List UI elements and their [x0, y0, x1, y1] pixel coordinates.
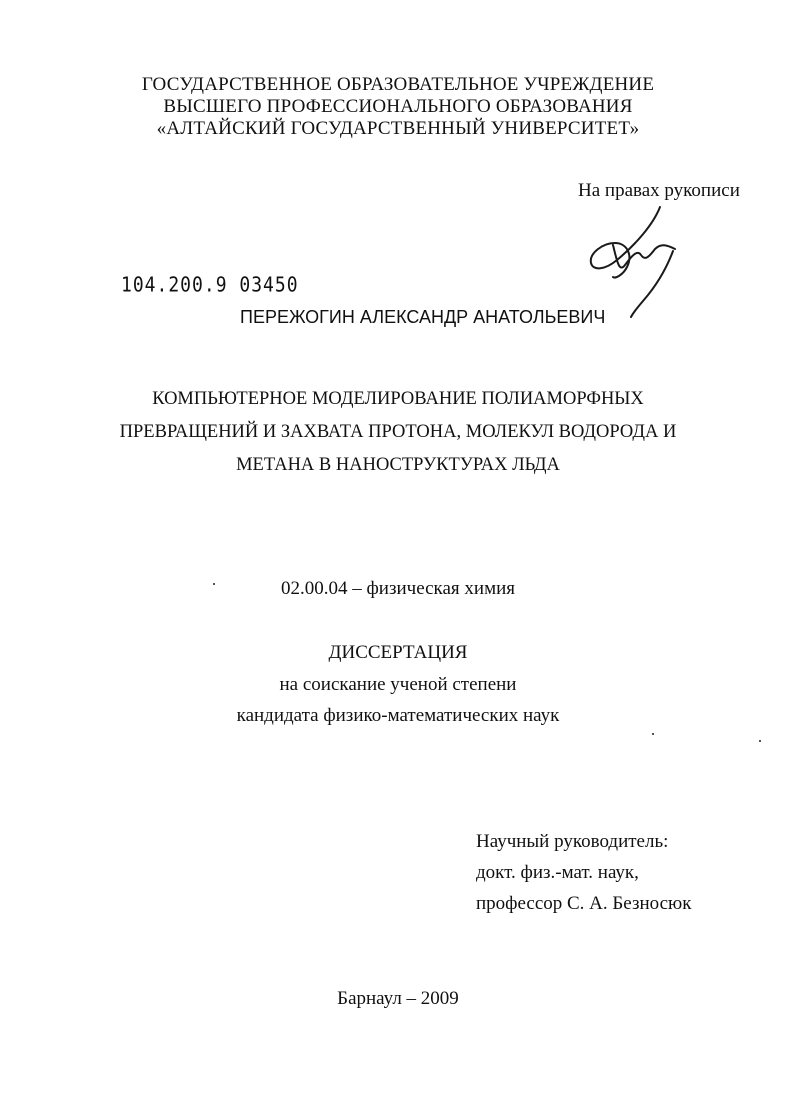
institution-line-3: «АЛТАЙСКИЙ ГОСУДАРСТВЕННЫЙ УНИВЕРСИТЕТ»: [156, 118, 640, 139]
institution-line-2: ВЫСШЕГО ПРОФЕССИОНАЛЬНОГО ОБРАЗОВАНИЯ: [163, 96, 633, 117]
scan-speck: [759, 740, 761, 742]
title-line-3: МЕТАНА В НАНОСТРУКТУРАХ ЛЬДА: [236, 455, 560, 475]
author-name: ПЕРЕЖОГИН АЛЕКСАНДР АНАТОЛЬЕВИЧ: [240, 307, 606, 327]
supervisor-label: Научный руководитель:: [476, 831, 669, 852]
catalog-number: 104.200.9 03450: [121, 272, 299, 297]
title-line-2: ПРЕВРАЩЕНИЙ И ЗАХВАТА ПРОТОНА, МОЛЕКУЛ ВОДОРОДА И: [119, 422, 677, 442]
degree-line-2: кандидата физико-математических наук: [236, 705, 560, 726]
degree-line-1: на соискание ученой степени: [279, 674, 517, 695]
specialty-code: 02.00.04 – физическая химия: [280, 578, 515, 599]
institution-line-1: ГОСУДАРСТВЕННОЕ ОБРАЗОВАТЕЛЬНОЕ УЧРЕЖДЕНИЕ: [141, 74, 655, 95]
title-line-1: КОМПЬЮТЕРНОЕ МОДЕЛИРОВАНИЕ ПОЛИАМОРФНЫХ: [152, 389, 644, 409]
supervisor-name: профессор С. А. Безносюк: [476, 893, 692, 914]
city-year: Барнаул – 2009: [337, 988, 459, 1009]
supervisor-degree: докт. физ.-мат. наук,: [476, 862, 639, 883]
scan-speck: [213, 583, 215, 585]
scan-speck: [652, 733, 654, 735]
document-type: ДИССЕРТАЦИЯ: [328, 642, 468, 663]
rights-note: На правах рукописи: [578, 180, 740, 201]
